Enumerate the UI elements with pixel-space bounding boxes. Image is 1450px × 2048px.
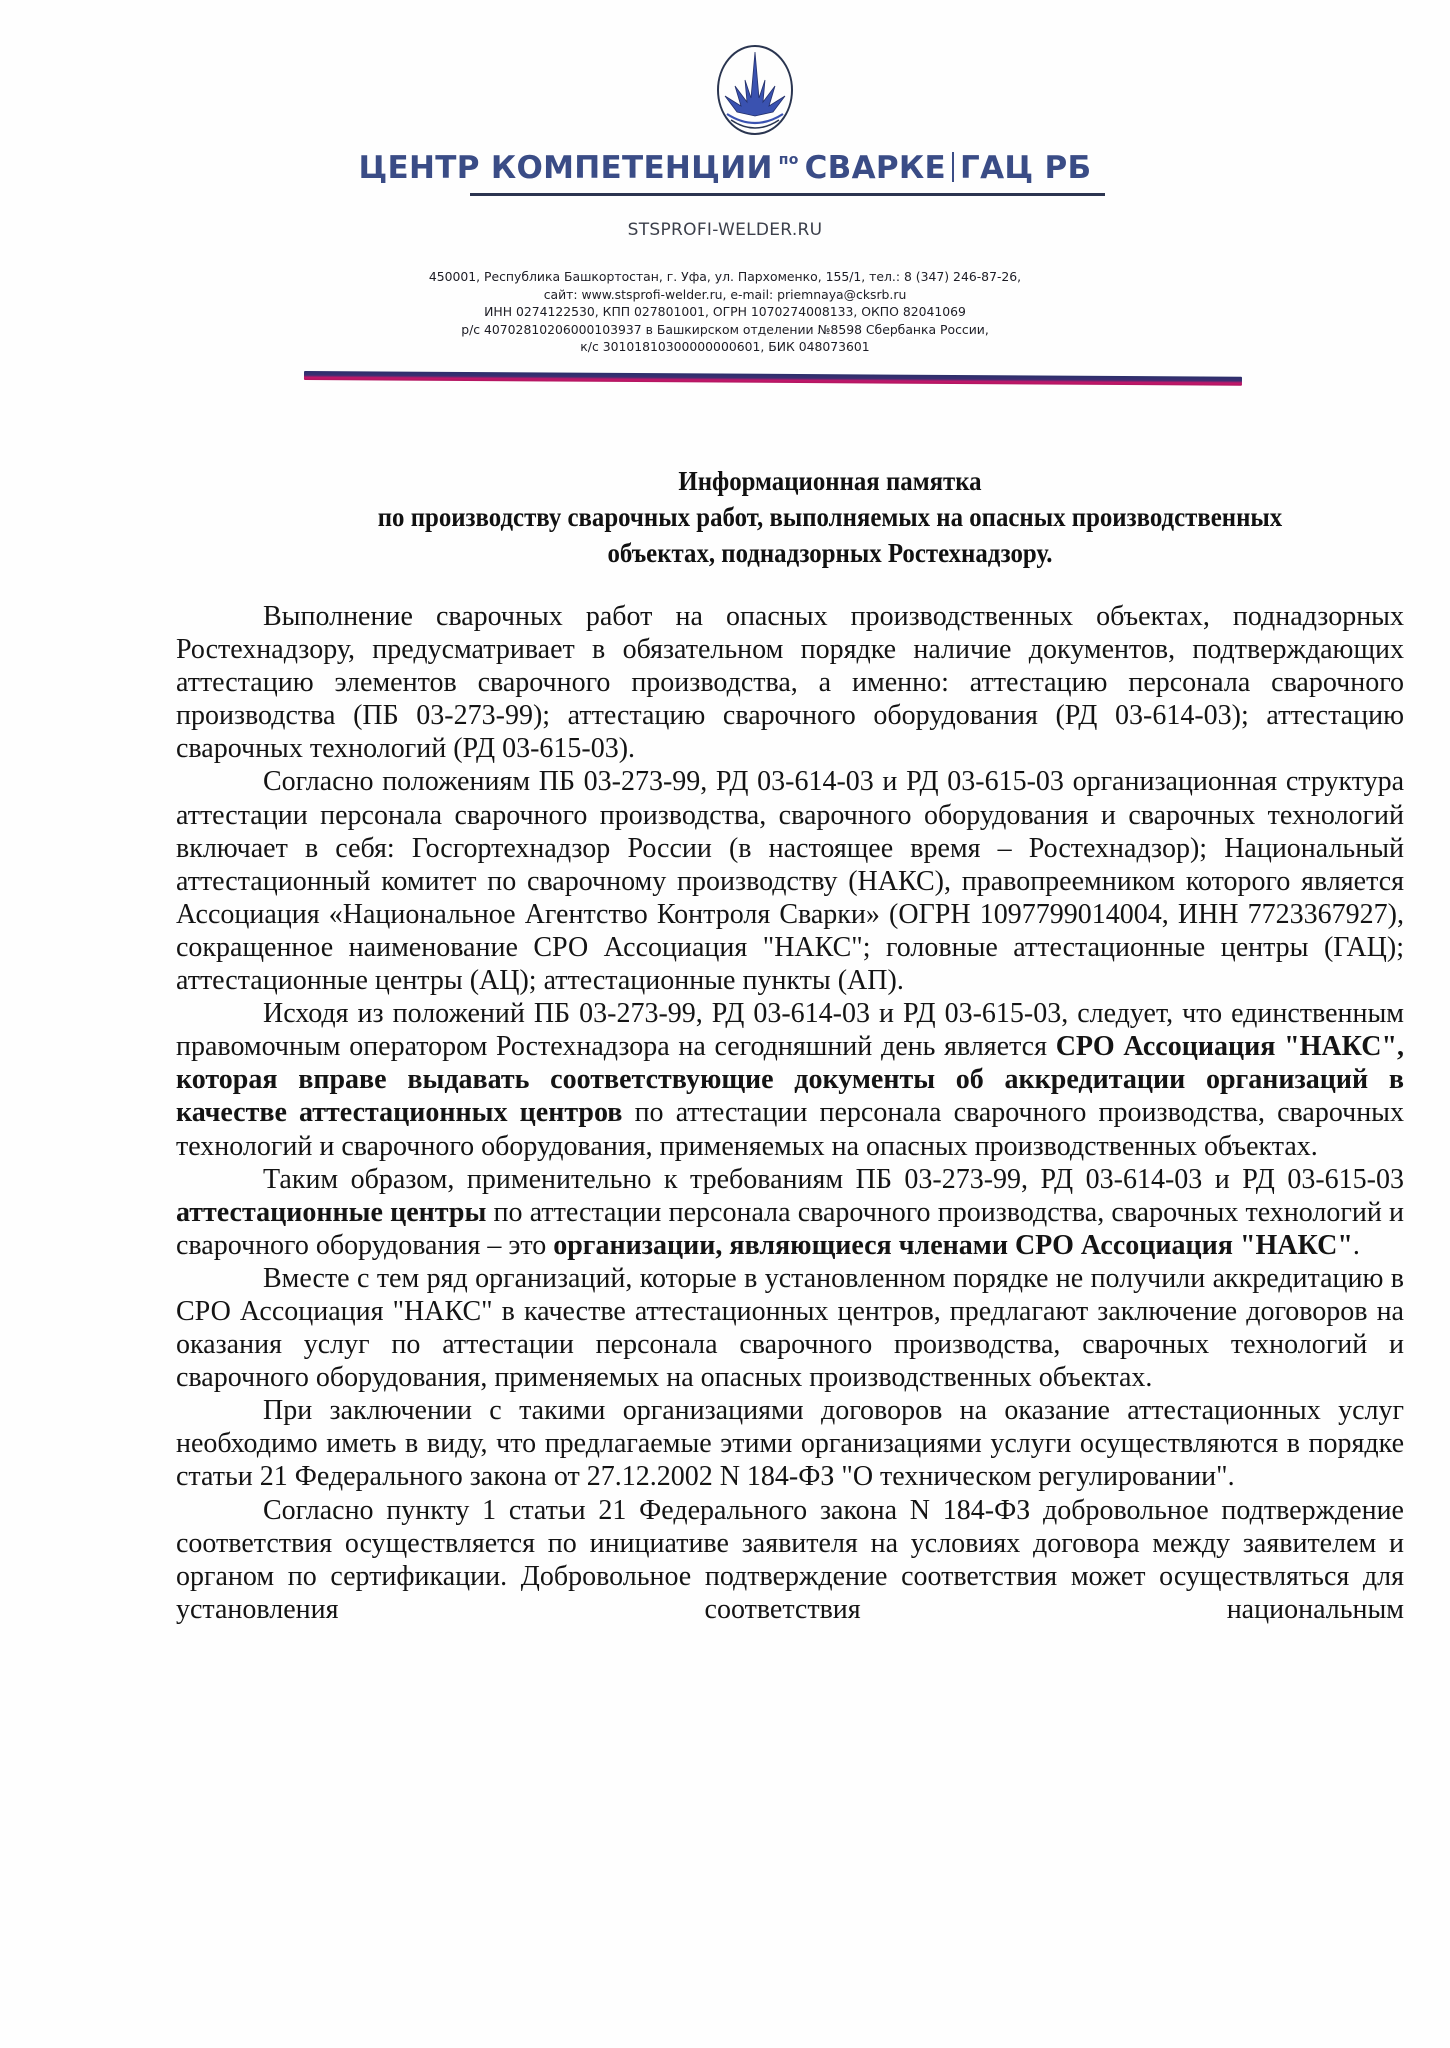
- document-title: [287, 463, 1373, 571]
- contact-line: сайт: www.stsprofi-welder.ru, e-mail: priemnaya@cksrb.ru: [543, 286, 907, 302]
- paragraph-4-text: Таким образом, применительно к требованиям ПБ 03-273-99, РД 03-614-03 и РД 03-615-03: [263, 1163, 1404, 1195]
- paragraph-4-text-mid: по аттестации персонала сварочного производства, сварочных технологий и сварочного оборудования – это: [176, 1196, 1404, 1261]
- contact-details: [0, 268, 1450, 356]
- paragraph-4: [176, 1163, 1404, 1262]
- paragraph-3-text-end: по аттестации персонала сварочного производства, сварочных технологий и сварочного оборудования, применяемых на опасных производственных объектах.: [176, 1097, 1404, 1162]
- contact-line: ИНН 0274122530, КПП 027801001, ОГРН 1070274008133, ОКПО 82041069: [484, 304, 966, 320]
- paragraph-1: Выполнение сварочных работ на опасных производственных объектах, поднадзорных Ростехнадзору, предусматривает в обязательном порядке наличие документов, подтверждающих аттестацию элементов сварочного производства, а именно: аттестацию персонала сварочного производства (ПБ 03-273-99); аттестацию сварочного оборудования (РД 03-614-03); аттестацию сварочных технологий (РД 03-615-03).: [176, 601, 1404, 765]
- brand-suffix: ГАЦ РБ: [960, 150, 1092, 186]
- brand-second: СВАРКЕ: [804, 150, 947, 186]
- paragraph-2: Согласно положениям ПБ 03-273-99, РД 03-614-03 и РД 03-615-03 организационная структура аттестации персонала сварочного производства, сварочного оборудования и сварочных технологий включает в себя: Госгортехнадзор России (в настоящее время – Ростехнадзор); Национальный аттестационный комитет по сварочному производству (НАКС), правопреемником которого является Ассоциация «Национальное Агентство Контроля Сварки» (ОГРН 1097799014004, ИНН 7723367927), сокращенное наименование СРО Ассоциация "НАКС"; головные аттестационные центры (ГАЦ); аттестационные центры (АЦ); аттестационные пункты (АП).: [176, 766, 1404, 997]
- contact-line: к/с 30101810300000000601, БИК 048073601: [580, 339, 870, 355]
- paragraph-4-bold-1: аттестационные центры: [176, 1196, 487, 1228]
- document-body: [176, 600, 1404, 1626]
- paragraph-4-text-end: .: [1352, 1229, 1360, 1261]
- brand-separator: [952, 152, 954, 182]
- letterhead-divider: [304, 371, 1242, 386]
- brand-sup: по: [778, 152, 799, 168]
- paragraph-3: [176, 997, 1404, 1162]
- contact-line: 450001, Республика Башкортостан, г. Уфа, ул. Пархоменко, 155/1, тел.: 8 (347) 246-87-26,: [428, 269, 1022, 284]
- title-line-3: объектах, поднадзорных Ростехнадзору.: [607, 538, 1053, 568]
- paragraph-5: Вместе с тем ряд организаций, которые в установленном порядке не получили аккредитацию в СРО Ассоциация "НАКС" в качестве аттестационных центров, предлагают заключение договоров на оказания услуг по аттестации персонала сварочного производства, сварочных технологий и сварочного оборудования, применяемых на опасных производственных объектах.: [176, 1262, 1404, 1394]
- brand-main: ЦЕНТР КОМПЕТЕНЦИИ: [358, 150, 773, 186]
- website-label: STSPROFI-WELDER.RU: [627, 220, 823, 240]
- contact-line: р/с 40702810206000103937 в Башкирском отделении №8598 Сбербанка России,: [461, 321, 989, 337]
- paragraph-7: Согласно пункту 1 статьи 21 Федерального закона N 184-ФЗ добровольное подтверждение соответствия осуществляется по инициативе заявителя на условиях договора между заявителем и органом по сертификации. Добровольное подтверждение соответствия может осуществляться для установления соответствия национальным: [176, 1494, 1404, 1625]
- brand-underline: [470, 193, 1105, 196]
- welding-flame-logo-icon: [713, 40, 797, 140]
- paragraph-3-text: Исходя из положений ПБ 03-273-99, РД 03-614-03 и РД 03-615-03, следует, что единственным правомочным оператором Ростехнадзора на сегодняшний день является: [176, 998, 1404, 1063]
- title-line-1: Информационная памятка: [678, 466, 982, 496]
- title-line-2: по производству сварочных работ, выполняемых на опасных производственных: [377, 502, 1283, 532]
- paragraph-4-bold-2: организации, являющиеся членами СРО Ассоциация "НАКС": [553, 1229, 1353, 1261]
- paragraph-3-bold: СРО Ассоциация "НАКС", которая вправе выдавать соответствующие документы об аккредитации организаций в качестве аттестационных центров: [176, 1031, 1404, 1129]
- paragraph-6: При заключении с такими организациями договоров на оказание аттестационных услуг необходимо иметь в виду, что предлагаемые этими организациями услуги осуществляются в порядке статьи 21 Федерального закона от 27.12.2002 N 184-ФЗ "О техническом регулировании".: [176, 1395, 1404, 1493]
- brand-name: [0, 150, 1450, 186]
